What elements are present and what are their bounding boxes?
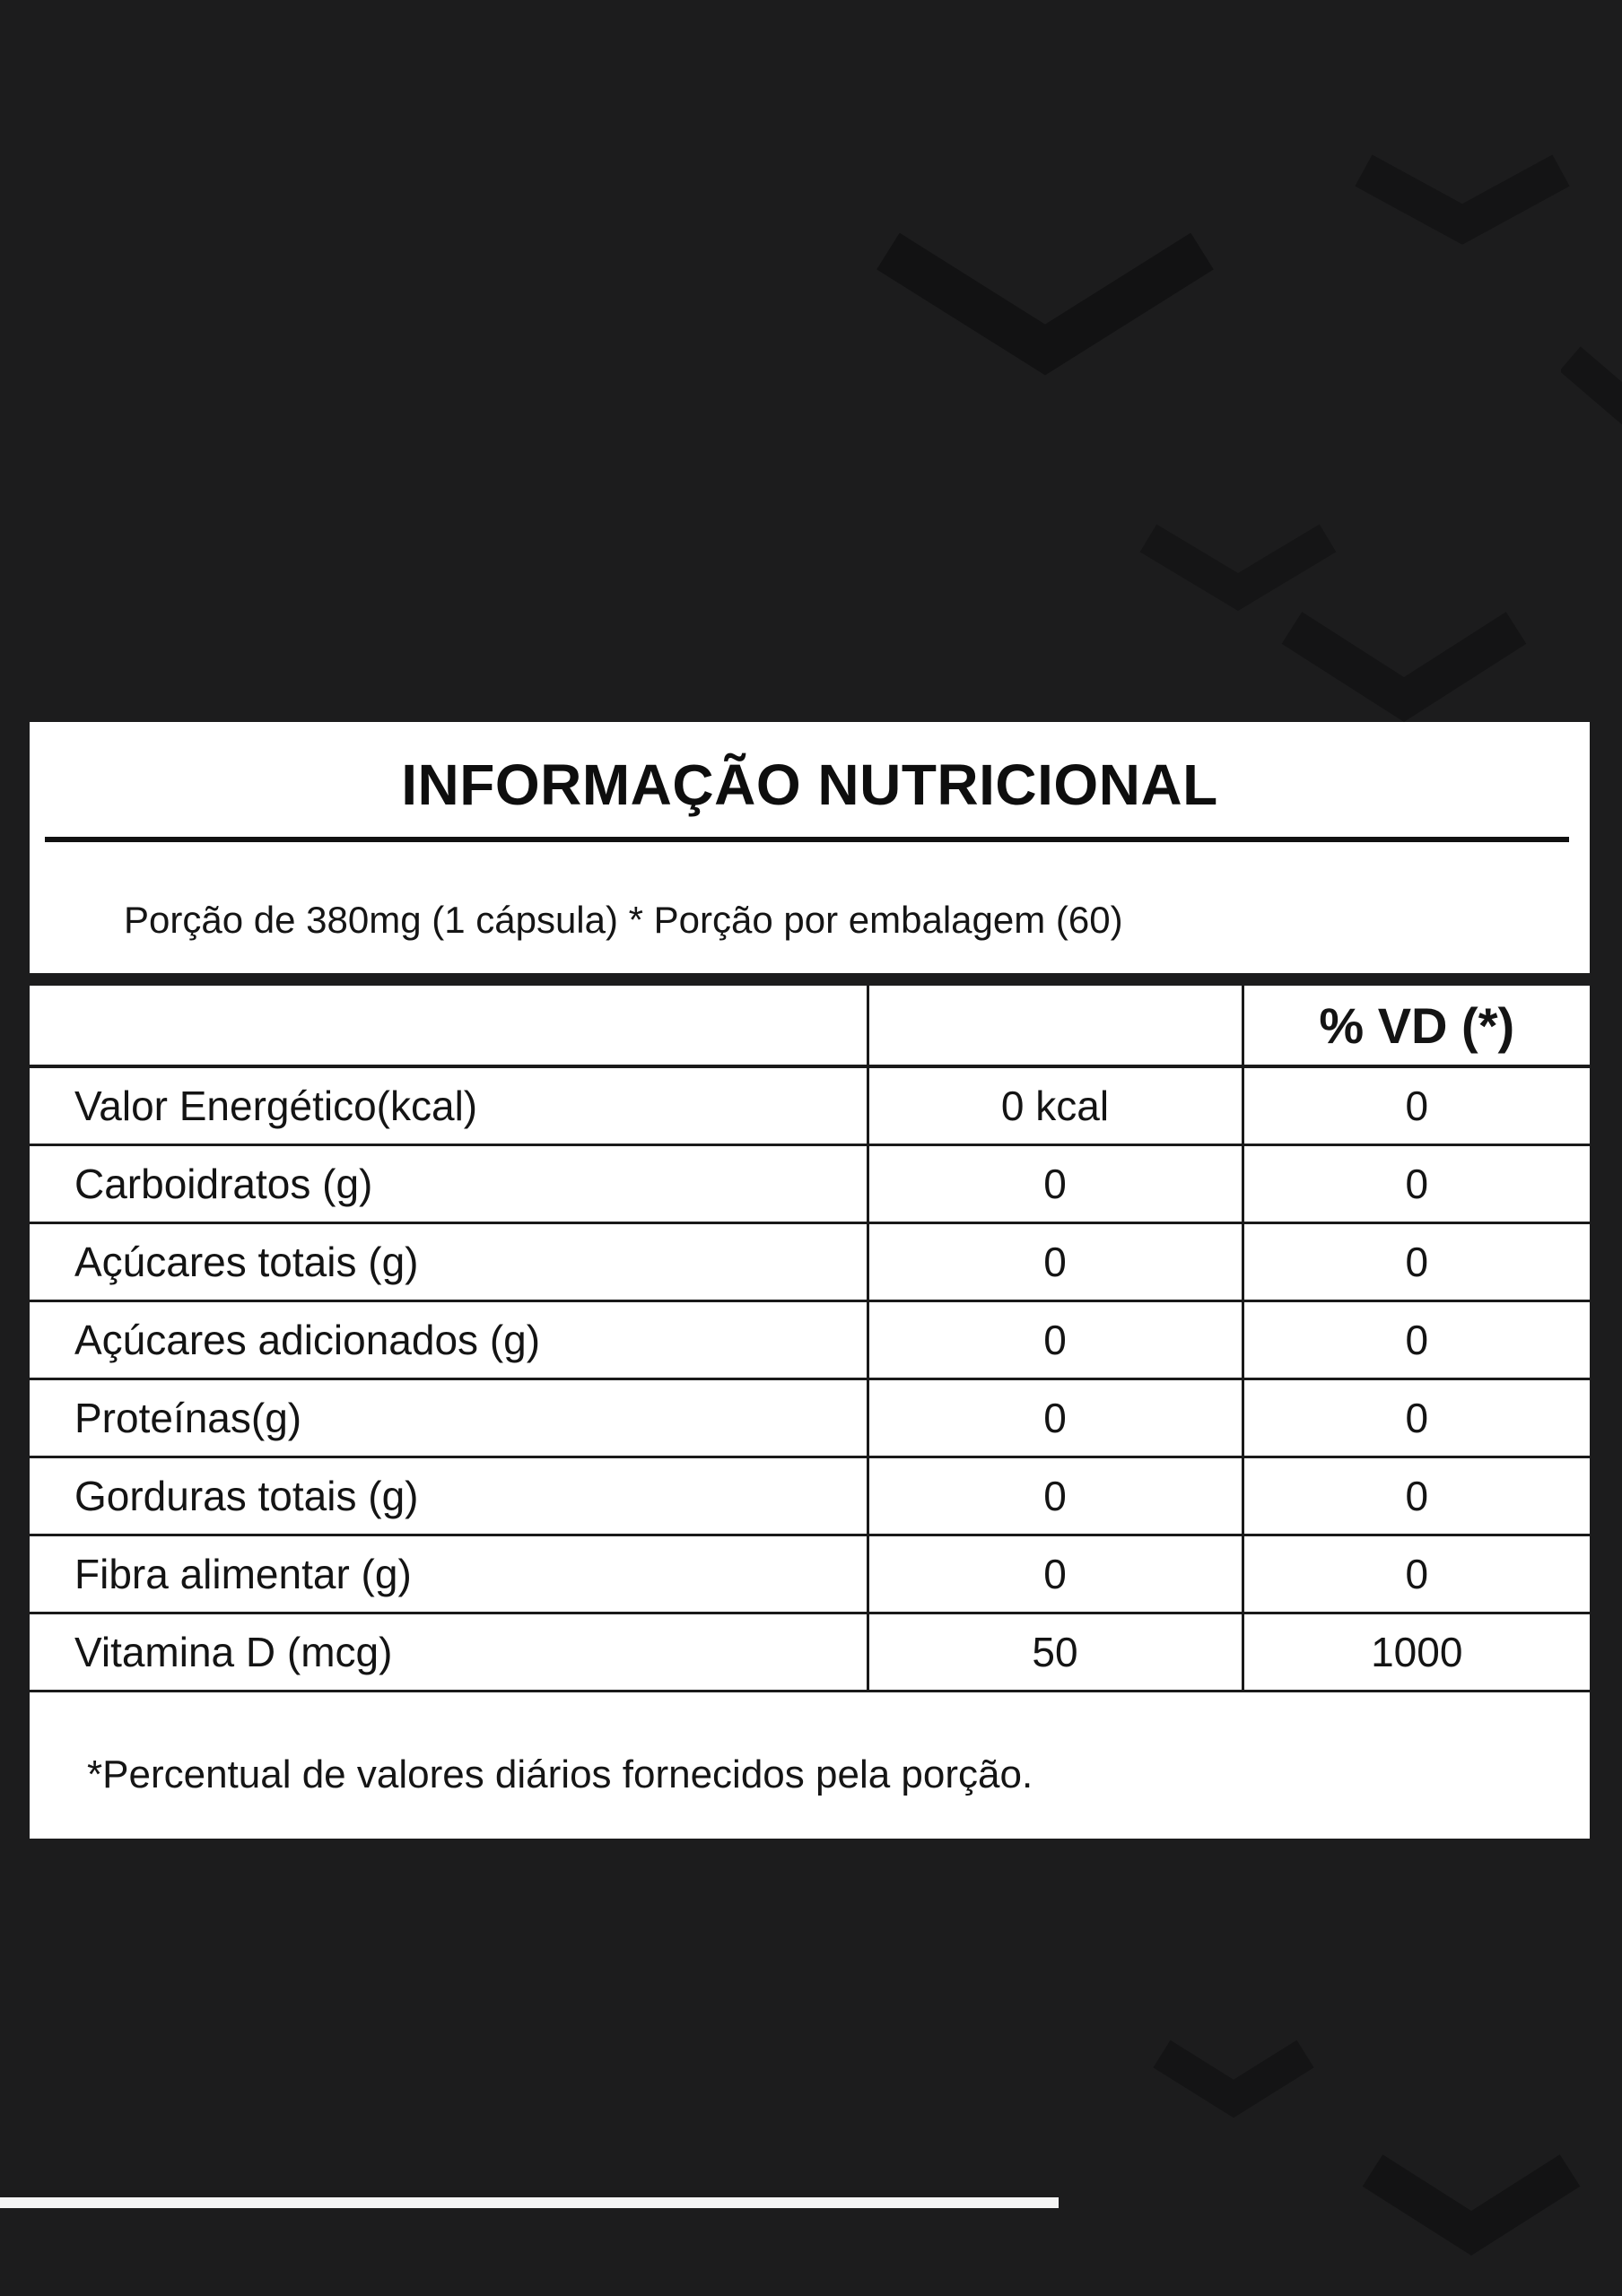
chevron-down-icon (1130, 520, 1346, 619)
nutrient-amount: 0 kcal (868, 1066, 1243, 1144)
nutrition-table (30, 986, 1590, 1692)
title-divider (45, 837, 1569, 842)
chevron-down-icon (1274, 610, 1534, 726)
table-header-row (30, 986, 1590, 1066)
nutrient-daily-value: 0 (1243, 1066, 1590, 1144)
nutrient-name: Açúcares adicionados (g) (30, 1300, 868, 1378)
header-nutrient (30, 986, 868, 1066)
chevron-down-icon (870, 224, 1220, 386)
nutrient-amount: 50 (868, 1613, 1243, 1691)
nutrient-amount: 0 (868, 1378, 1243, 1457)
nutrient-name: Açúcares totais (g) (30, 1222, 868, 1300)
nutrient-daily-value: 0 (1243, 1144, 1590, 1222)
section-divider (30, 973, 1590, 986)
chevron-down-icon (1355, 2152, 1588, 2260)
serving-size-text: Porção de 380mg (1 cápsula) * Porção por embalagem (60) (124, 899, 1123, 941)
nutrient-daily-value: 0 (1243, 1535, 1590, 1613)
nutrient-amount: 0 (868, 1535, 1243, 1613)
bottom-indicator-bar (0, 2197, 1059, 2208)
table-row (30, 1066, 1590, 1144)
nutrition-facts-panel (30, 722, 1590, 1839)
table-row (30, 1613, 1590, 1691)
header-daily-value: % VD (*) (1243, 986, 1590, 1066)
table-row (30, 1300, 1590, 1378)
nutrient-name: Vitamina D (mcg) (30, 1613, 868, 1691)
nutrient-amount: 0 (868, 1144, 1243, 1222)
table-row (30, 1378, 1590, 1457)
footnote: *Percentual de valores diários fornecidos pela porção. (87, 1752, 1033, 1796)
nutrient-daily-value: 0 (1243, 1457, 1590, 1535)
chevron-down-icon (1148, 2036, 1319, 2126)
nutrient-name: Gorduras totais (g) (30, 1457, 868, 1535)
header-amount (868, 986, 1243, 1066)
nutrient-name: Carboidratos (g) (30, 1144, 868, 1222)
nutrient-daily-value: 1000 (1243, 1613, 1590, 1691)
panel-title: INFORMAÇÃO NUTRICIONAL (401, 752, 1218, 817)
chevron-down-icon (1561, 341, 1622, 448)
table-row (30, 1222, 1590, 1300)
nutrient-daily-value: 0 (1243, 1300, 1590, 1378)
nutrient-amount: 0 (868, 1457, 1243, 1535)
nutrient-amount: 0 (868, 1300, 1243, 1378)
nutrient-name: Valor Energético(kcal) (30, 1066, 868, 1144)
nutrient-amount: 0 (868, 1222, 1243, 1300)
nutrient-name: Fibra alimentar (g) (30, 1535, 868, 1613)
table-row (30, 1144, 1590, 1222)
nutrient-name: Proteínas(g) (30, 1378, 868, 1457)
table-row (30, 1457, 1590, 1535)
table-row (30, 1535, 1590, 1613)
chevron-down-icon (1346, 152, 1579, 251)
nutrient-daily-value: 0 (1243, 1222, 1590, 1300)
nutrient-daily-value: 0 (1243, 1378, 1590, 1457)
